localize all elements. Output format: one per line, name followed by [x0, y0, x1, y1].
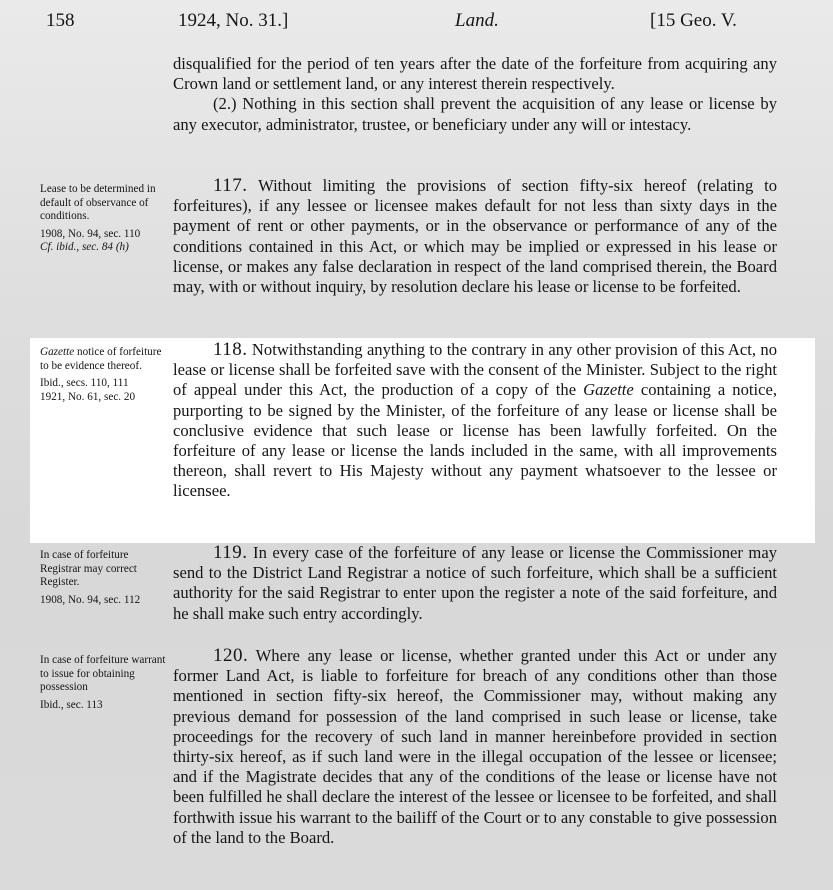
- margin-note-citation: Cf. ibid., sec. 84 (h): [40, 241, 129, 254]
- section-text: containing a notice, purporting to be signed by the Minister, of the forfeiture of any lease or license shall be conclusive evidence that such lease or license has been lawfully forfeited. On the forfeiture of any lease or license the lands included in the same, with all improvements thereon, shall revert to His Majesty without any payment whatsoever to the lessee or licensee.: [173, 380, 777, 501]
- section-text: Where any lease or license, whether granted under this Act or under any former Land Act, is liable to forfeiture for breach of any conditions other than those mentioned in section fifty-six hereof, the Commissioner may, without making any previous demand for possession of the land comprised in such lease or license, take proceedings for the recovery of such land in manner hereinbefore provided in section thirty-six hereof, as if such land were in the illegal occupation of the lessee or licensee; and if the Magistrate decides that any of the conditions of the lease or license have not been fulfilled he shall declare the interest of the lessee or licensee to be forfeited, and shall forthwith issue his warrant to the bailiff of the Court or to any constable to give possession of the land to the Board.: [173, 646, 777, 847]
- section-119: [173, 543, 777, 624]
- continuation-paragraph-2: (2.) Nothing in this section shall prevent the acquisition of any lease or license by any executor, administrator, trustee, or beneficiary under any will or intestacy.: [173, 94, 777, 134]
- section-text: Without limiting the provisions of section fifty-six hereof (relating to forfeitures), if any lessee or licensee makes default for not less than sixty days in the payment of rent or other payments, or in the observance or performance of any of the conditions contained in this Act, or which may be implied or expressed in his lease or license, or makes any false declaration in respect of the land comprised therein, the Board may, with or without inquiry, by resolution declare his lease or license to be forfeited.: [173, 176, 777, 297]
- margin-note-title-italic: Gazette: [40, 346, 75, 358]
- section-text: In every case of the forfeiture of any lease or license the Commissioner may send to the District Land Registrar a notice of such forfeiture, which shall be a sufficient authority for the said Registrar to enter upon the register a note of the said forfeiture, and he shall make such entry accordingly.: [173, 543, 777, 623]
- margin-note-citation: 1908, No. 94, sec. 112: [40, 593, 141, 606]
- section-120: [173, 646, 777, 848]
- margin-note-citation: 1908, No. 94, sec. 110: [40, 227, 141, 240]
- margin-note-citation: Ibid., secs. 110, 111: [40, 377, 129, 390]
- section-number: 117.: [213, 175, 248, 196]
- margin-note-120: [40, 654, 170, 712]
- act-reference: 1924, No. 31.]: [178, 10, 289, 31]
- margin-note-118: [40, 346, 170, 404]
- section-number: 119.: [213, 542, 248, 563]
- margin-note-citation: Ibid., sec. 113: [40, 698, 103, 711]
- margin-note-citation: 1921, No. 61, sec. 20: [40, 390, 136, 403]
- section-118: [173, 340, 777, 502]
- section-text-italic: Gazette: [583, 380, 634, 400]
- section-117: [173, 176, 777, 297]
- page-header: [0, 10, 833, 40]
- page-number: 158: [46, 10, 75, 31]
- margin-note-119: [40, 549, 170, 607]
- margin-note-title: In case of forfeiture Registrar may correct Register.: [40, 549, 137, 589]
- margin-note-title: notice of forfeiture to be evidence thereof.: [40, 346, 162, 372]
- section-number: 118.: [213, 339, 248, 360]
- regnal-year: [15 Geo. V.: [650, 10, 737, 31]
- continuation-text: [173, 54, 777, 135]
- continuation-paragraph-1: disqualified for the period of ten years after the date of the forfeiture from acquiring any Crown land or settlement land, or any interest therein respectively.: [173, 54, 777, 94]
- section-number: 120.: [213, 645, 249, 666]
- margin-note-title: Lease to be determined in default of observance of conditions.: [40, 183, 156, 223]
- page-title: Land.: [455, 10, 499, 31]
- margin-note-117: [40, 183, 170, 255]
- section-text: Notwithstanding anything to the contrary in any other provision of this Act, no lease or license shall be forfeited save with the consent of the Minister. Subject to the right of appeal under this Act, the production of a copy of the: [173, 340, 777, 400]
- margin-note-title: In case of forfeiture warrant to issue for obtaining possession: [40, 654, 166, 694]
